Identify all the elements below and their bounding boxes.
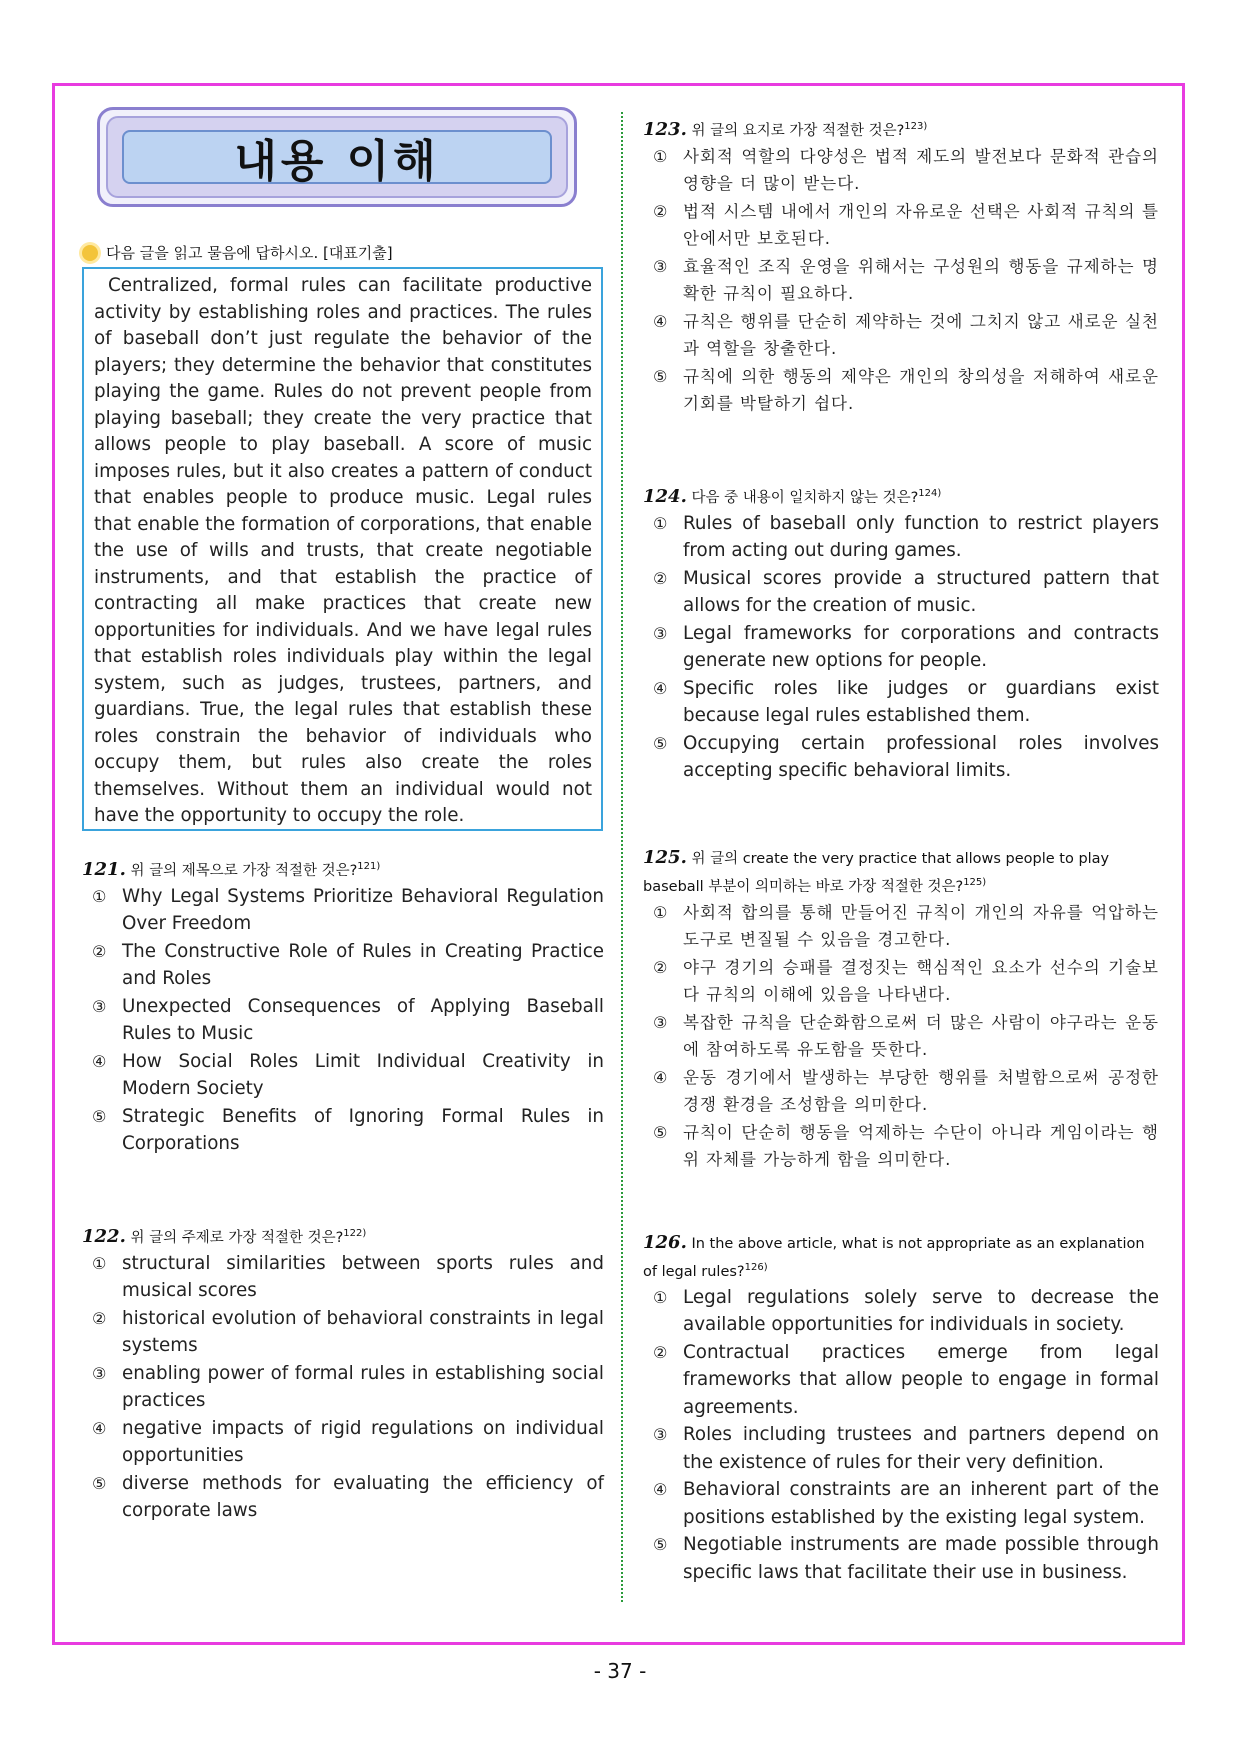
question-number: 125.: [643, 847, 687, 868]
option-4[interactable]: ④ How Social Roles Limit Individual Creativity in Modern Society: [92, 1050, 604, 1100]
footnote-ref: 125): [963, 877, 987, 888]
option-2[interactable]: ② 야구 경기의 승패를 결정짓는 핵심적인 요소가 선수의 기술보다 규칙의 이해에 있음을 나타낸다.: [653, 957, 1159, 1005]
option-4[interactable]: ④ negative impacts of rigid regulations on individual opportunities: [92, 1417, 604, 1467]
option-5[interactable]: ⑤ 규칙에 의한 행동의 제약은 개인의 창의성을 저해하여 새로운 기회를 박탈하기 쉽다.: [653, 366, 1159, 414]
question-123: [643, 115, 1159, 418]
question-number: 126.: [643, 1232, 687, 1253]
flower-icon: [82, 245, 98, 261]
question-126: [643, 1231, 1159, 1586]
option-3[interactable]: ③ Roles including trustees and partners depend on the existence of rules for their very definition.: [653, 1424, 1159, 1473]
question-124: [643, 482, 1159, 785]
page-number: - 37 -: [593, 1659, 647, 1683]
option-3[interactable]: ③ enabling power of formal rules in establishing social practices: [92, 1362, 604, 1412]
option-1[interactable]: ① 사회적 합의를 통해 만들어진 규칙이 개인의 자유를 억압하는 도구로 변질될 수 있음을 경고한다.: [653, 902, 1159, 950]
instruction: [82, 242, 393, 263]
question-text: 위 글의 요지로 가장 적절한 것은?: [691, 122, 905, 139]
question-121: [82, 855, 604, 1158]
question-text: 다음 중 내용이 일치하지 않는 것은?: [691, 489, 919, 506]
option-3[interactable]: ③ Legal frameworks for corporations and contracts generate new options for people.: [653, 622, 1159, 672]
option-1[interactable]: ① Rules of baseball only function to restrict players from acting out during games.: [653, 512, 1159, 562]
option-1[interactable]: ① structural similarities between sports rules and musical scores: [92, 1252, 604, 1302]
option-5[interactable]: ⑤ Occupying certain professional roles involves accepting specific behavioral limits.: [653, 732, 1159, 782]
question-number: 124.: [643, 485, 687, 507]
option-4[interactable]: ④ 운동 경기에서 발생하는 부당한 행위를 처벌함으로써 공정한 경쟁 환경을 조성함을 의미한다.: [653, 1067, 1159, 1115]
footnote-ref: 121): [357, 861, 381, 872]
option-5[interactable]: ⑤ Negotiable instruments are made possible through specific laws that facilitate their use in business.: [653, 1534, 1159, 1583]
question-number: 122.: [82, 1225, 126, 1247]
question-122: [82, 1222, 604, 1525]
footnote-ref: 126): [744, 1262, 768, 1273]
option-3[interactable]: ③ 효율적인 조직 운영을 위해서는 구성원의 행동을 규제하는 명확한 규칙이 필요하다.: [653, 256, 1159, 304]
option-2[interactable]: ② Contractual practices emerge from legal frameworks that allow people to engage in formal agreements.: [653, 1341, 1159, 1418]
option-3[interactable]: ③ Unexpected Consequences of Applying Baseball Rules to Music: [92, 995, 604, 1045]
footnote-ref: 122): [343, 1228, 367, 1239]
instruction-text: 다음 글을 읽고 물음에 답하시오. [대표기출]: [106, 244, 393, 262]
question-text: 위 글의 create the very practice that allows people to play baseball 부분이 의미하는 바로 가장 적절한 것은?: [643, 851, 1110, 895]
option-2[interactable]: ② The Constructive Role of Rules in Creating Practice and Roles: [92, 940, 604, 990]
option-3[interactable]: ③ 복잡한 규칙을 단순화함으로써 더 많은 사람이 야구라는 운동에 참여하도록 유도함을 뜻한다.: [653, 1012, 1159, 1060]
question-125: [643, 846, 1159, 1174]
option-2[interactable]: ② historical evolution of behavioral constraints in legal systems: [92, 1307, 604, 1357]
option-1[interactable]: ① Why Legal Systems Prioritize Behavioral Regulation Over Freedom: [92, 885, 604, 935]
option-4[interactable]: ④ 규칙은 행위를 단순히 제약하는 것에 그치지 않고 새로운 실천과 역할을 창출한다.: [653, 311, 1159, 359]
option-5[interactable]: ⑤ diverse methods for evaluating the efficiency of corporate laws: [92, 1472, 604, 1522]
option-2[interactable]: ② 법적 시스템 내에서 개인의 자유로운 선택은 사회적 규칙의 틀 안에서만 보호된다.: [653, 201, 1159, 249]
question-text: 위 글의 제목으로 가장 적절한 것은?: [130, 862, 358, 879]
question-text: In the above article, what is not appropriate as an explanation of legal rules?: [643, 1236, 1145, 1280]
question-number: 123.: [643, 118, 687, 140]
section-title-box: [97, 107, 577, 207]
option-1[interactable]: ① Legal regulations solely serve to decrease the available opportunities for individuals in society.: [653, 1286, 1159, 1336]
footnote-ref: 123): [904, 121, 928, 132]
column-divider: [621, 112, 623, 1602]
section-title: 내용 이해: [234, 136, 440, 187]
option-2[interactable]: ② Musical scores provide a structured pattern that allows for the creation of music.: [653, 567, 1159, 617]
option-5[interactable]: ⑤ 규칙이 단순히 행동을 억제하는 수단이 아니라 게임이라는 행위 자체를 가능하게 함을 의미한다.: [653, 1122, 1159, 1170]
option-4[interactable]: ④ Specific roles like judges or guardians exist because legal rules established them.: [653, 677, 1159, 727]
option-4[interactable]: ④ Behavioral constraints are an inherent part of the positions established by the existing legal system.: [653, 1479, 1159, 1528]
option-5[interactable]: ⑤ Strategic Benefits of Ignoring Formal Rules in Corporations: [92, 1105, 604, 1155]
footnote-ref: 124): [918, 488, 942, 499]
option-1[interactable]: ① 사회적 역할의 다양성은 법적 제도의 발전보다 문화적 관습의 영향을 더 많이 받는다.: [653, 146, 1159, 194]
reading-passage: Centralized, formal rules can facilitate productive activity by establishing roles and practices. The rules of baseball don’t just regulate the behavior of the players; they determine the behavior that constitutes playing the game. Rules do not prevent people from playing baseball; they create the very practice that allows people to play baseball. A score of music imposes rules, but it also creates a pattern of conduct that enables people to produce music. Legal rules that enable the formation of corporations, that enable the use of wills and trusts, that create negotiable instruments, and that establish the practice of contracting all make practices that create new opportunities for individuals. And we have legal rules that establish roles individuals play within the legal system, such as judges, trustees, partners, and guardians. True, the legal rules that establish these roles constrain the behavior of individuals who occupy them, but rules also create the roles themselves. Without them an individual would not have the opportunity to occupy the role.: [82, 267, 603, 831]
question-text: 위 글의 주제로 가장 적절한 것은?: [130, 1229, 344, 1246]
question-number: 121.: [82, 858, 126, 880]
